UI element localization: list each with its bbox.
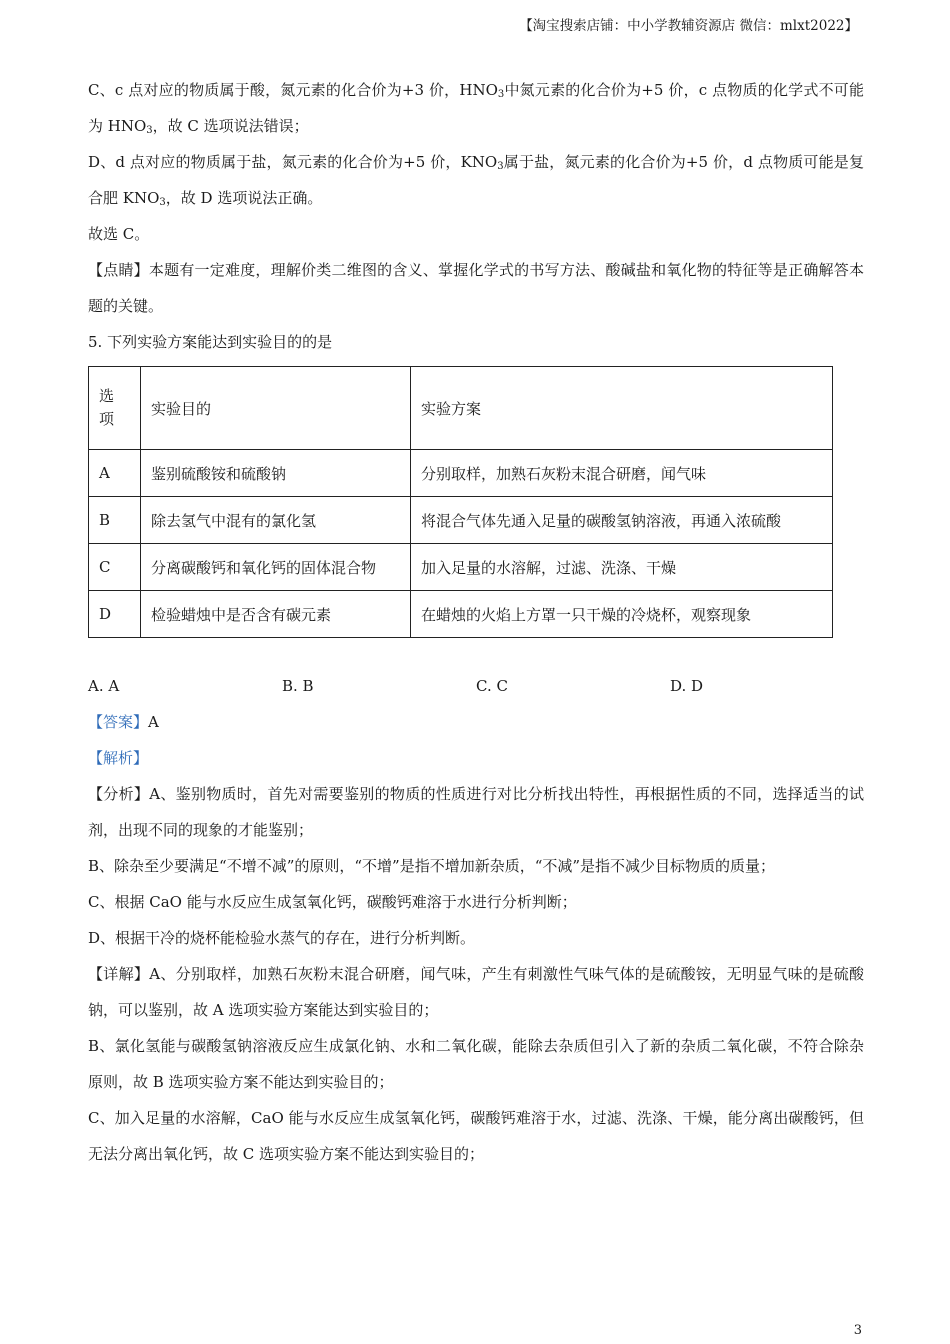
table-row [89, 450, 833, 497]
detail-c: C、加入足量的水溶解，CaO 能与水反应生成氢氧化钙，碳酸钙难溶于水，过滤、洗涤、干燥，能分离出碳酸钙，但无法分离出氧化钙，故 C 选项实验方案不能达到实验目的； [88, 1109, 864, 1163]
cell-plan: 将混合气体先通入足量的碳酸氢钠溶液，再通入浓硫酸 [411, 497, 833, 544]
table-header-row [89, 367, 833, 450]
cell-option: C [89, 544, 141, 591]
subscript: 3 [497, 89, 505, 100]
page-header: 【淘宝搜索店铺：中小学教辅资源店 微信：mlxt2022】 [519, 18, 858, 34]
cell-option: D [89, 591, 141, 638]
analysis-label: 【解析】 [88, 749, 149, 767]
paragraph-prev-c [88, 72, 864, 144]
paragraph-comment: 【点睛】本题有一定难度，理解价类二维图的含义、掌握化学式的书写方法、酸碱盐和氧化物的特征等是正确解答本题的关键。 [88, 261, 864, 315]
cell-plan: 分别取样，加熟石灰粉末混合研磨，闻气味 [411, 450, 833, 497]
cell-option: A [89, 450, 141, 497]
answer-line [88, 704, 864, 740]
header-option-bottom: 项 [99, 410, 115, 428]
options-table [88, 366, 833, 638]
table-row [89, 591, 833, 638]
choice-a: A. A [88, 677, 120, 695]
document-body [88, 72, 864, 1172]
text-fragment: C、c 点对应的物质属于酸，氮元素的化合价为+3 价，HNO [88, 81, 498, 99]
text-fragment: ，故 D 选项说法正确。 [165, 189, 323, 207]
answer-choices [88, 668, 864, 704]
header-cell-option [89, 367, 141, 450]
choice-d: D. D [670, 677, 704, 695]
cell-option: B [89, 497, 141, 544]
choice-b: B. B [282, 677, 314, 695]
detail-b: B、氯化氢能与碳酸氢钠溶液反应生成氯化钠、水和二氧化碳，能除去杂质但引入了新的杂质二氧化碳，不符合除杂原则，故 B 选项实验方案不能达到实验目的； [88, 1037, 864, 1091]
cell-goal: 鉴别硫酸铵和硫酸钠 [141, 450, 411, 497]
cell-goal: 分离碳酸钙和氧化钙的固体混合物 [141, 544, 411, 591]
paragraph-conclusion: 故选 C。 [88, 225, 150, 243]
analysis-a: 【分析】A、鉴别物质时，首先对需要鉴别的物质的性质进行对比分析找出特性，再根据性质的不同，选择适当的试剂，出现不同的现象的才能鉴别； [88, 785, 864, 839]
analysis-d: D、根据干冷的烧杯能检验水蒸气的存在，进行分析判断。 [88, 929, 476, 947]
text-fragment: 属于盐，氮元素的化合价为+5 价，d 点物质可能是复合肥 KNO [88, 153, 864, 207]
header-cell-plan: 实验方案 [411, 367, 833, 450]
paragraph-prev-d [88, 144, 864, 216]
cell-goal: 检验蜡烛中是否含有碳元素 [141, 591, 411, 638]
text-fragment: ，故 C 选项说法错误； [152, 117, 309, 135]
text-fragment: D、d 点对应的物质属于盐，氮元素的化合价为+5 价，KNO [88, 153, 498, 171]
answer-label: 【答案】 [88, 713, 149, 731]
cell-plan: 加入足量的水溶解，过滤、洗涤、干燥 [411, 544, 833, 591]
answer-value: A [148, 713, 159, 731]
header-cell-goal: 实验目的 [141, 367, 411, 450]
text-fragment: 中氮元素的化合价为+5 价，c 点物质的化学式不可能为 HNO [88, 81, 864, 135]
header-option-top: 选 [99, 387, 115, 405]
analysis-b: B、除杂至少要满足“不增不减”的原则，“不增”是指不增加新杂质，“不减”是指不减少目标物质的质量； [88, 857, 776, 875]
question-stem: 5. 下列实验方案能达到实验目的的是 [88, 333, 333, 351]
table-row [89, 544, 833, 591]
table-row [89, 497, 833, 544]
page-number: 3 [853, 1323, 862, 1338]
subscript: 3 [146, 125, 153, 136]
analysis-c: C、根据 CaO 能与水反应生成氢氧化钙，碳酸钙难溶于水进行分析判断； [88, 893, 577, 911]
cell-plan: 在蜡烛的火焰上方罩一只干燥的冷烧杯，观察现象 [411, 591, 833, 638]
cell-goal: 除去氢气中混有的氯化氢 [141, 497, 411, 544]
subscript: 3 [159, 197, 166, 208]
choice-c: C. C [476, 677, 508, 695]
detail-a: 【详解】A、分别取样，加熟石灰粉末混合研磨，闻气味，产生有刺激性气味气体的是硫酸铵，无明显气味的是硫酸钠，可以鉴别，故 A 选项实验方案能达到实验目的； [88, 965, 864, 1019]
subscript: 3 [497, 161, 504, 172]
